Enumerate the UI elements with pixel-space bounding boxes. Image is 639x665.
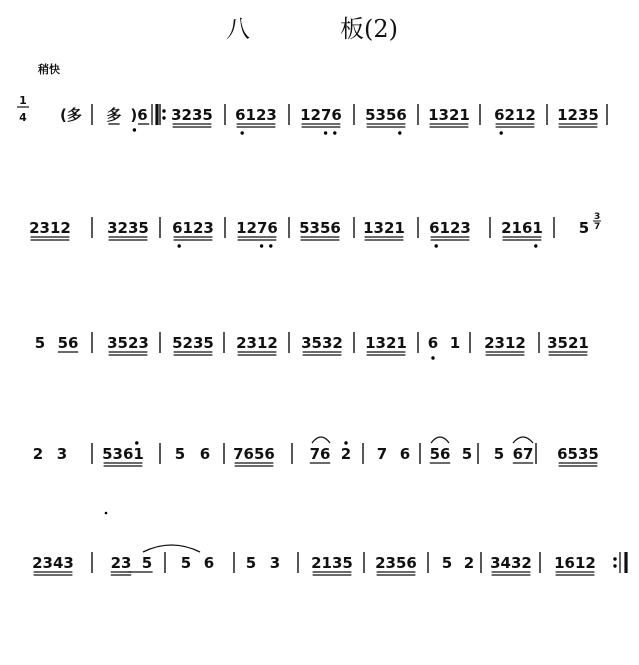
note-group: 56 — [57, 334, 79, 352]
note-group: (多 — [60, 106, 82, 124]
score-system — [29, 212, 601, 248]
note-group: 67 — [512, 445, 534, 463]
note-group: 6 — [399, 445, 411, 463]
low-octave-dot — [398, 131, 401, 134]
note-group: 多 — [106, 106, 122, 124]
note-group: 2 — [463, 554, 475, 572]
repeat-dot — [613, 557, 616, 560]
note-group: 3 — [56, 445, 68, 463]
repeat-dot — [162, 116, 165, 119]
low-octave-dot — [178, 244, 181, 247]
note-group: 2343 — [32, 554, 74, 572]
note-group: 3521 — [547, 334, 589, 352]
time-signature-numerator: 1 — [19, 94, 27, 107]
note-group: 1235 — [557, 106, 599, 124]
low-octave-dot — [133, 128, 136, 131]
tempo-marking: 稍快 — [38, 63, 60, 76]
note-group: 5 — [245, 554, 257, 572]
low-octave-dot — [324, 131, 327, 134]
note-group: 76 — [309, 445, 331, 463]
low-octave-dot — [534, 244, 537, 247]
repeat-dot — [613, 564, 616, 567]
score-title-main: 八 — [226, 15, 250, 43]
note-group: 6212 — [494, 106, 536, 124]
low-octave-dot — [269, 244, 272, 247]
note-group: 6 — [203, 554, 215, 572]
low-octave-dot — [333, 131, 336, 134]
note-group: 1276 — [236, 219, 278, 237]
note-group: 1321 — [428, 106, 470, 124]
low-octave-dot — [260, 244, 263, 247]
slur — [513, 437, 533, 443]
note-group: 3532 — [301, 334, 343, 352]
note-group: 5356 — [365, 106, 407, 124]
note-group: 6535 — [557, 445, 599, 463]
time-signature-denominator: 4 — [19, 111, 27, 124]
score-system — [35, 332, 589, 360]
note-group: 5361 — [102, 445, 144, 463]
note-group: 23 — [110, 554, 132, 572]
grace-note-top: 3 — [594, 212, 601, 222]
note-group: 6 — [427, 334, 439, 352]
low-octave-dot — [500, 131, 503, 134]
note-group: 1276 — [300, 106, 342, 124]
note-group: 7656 — [233, 445, 275, 463]
note-group: 6123 — [429, 219, 471, 237]
stray-mark — [105, 512, 108, 515]
high-octave-dot — [135, 441, 138, 444]
note-group: 5 — [141, 554, 153, 572]
note-group: 5356 — [299, 219, 341, 237]
high-octave-dot — [344, 441, 347, 444]
note-group: 5 — [174, 445, 186, 463]
note-group: 1321 — [363, 219, 405, 237]
note-group: 56 — [429, 445, 451, 463]
repeat-dot — [162, 109, 165, 112]
low-octave-dot — [431, 356, 434, 359]
note-group: 1 — [449, 334, 461, 352]
note-group: 5 — [34, 334, 46, 352]
note-group: 5235 — [172, 334, 214, 352]
note-group: 6123 — [235, 106, 277, 124]
slur — [312, 437, 330, 443]
note-group: 5 — [493, 445, 505, 463]
note-group: 3523 — [107, 334, 149, 352]
note-group: 2356 — [375, 554, 417, 572]
grace-note-bottom: 7 — [594, 222, 601, 232]
note-group: 5 — [461, 445, 473, 463]
score-system — [32, 512, 626, 575]
note-group: 2161 — [501, 219, 543, 237]
note-group: 6 — [199, 445, 211, 463]
note-group: 5 — [180, 554, 192, 572]
note-group: 2312 — [484, 334, 526, 352]
score-system — [33, 437, 599, 466]
note-group: )6 — [130, 106, 148, 124]
score-title-suffix: 板(2) — [340, 15, 398, 43]
score-systems — [29, 104, 626, 575]
note-group: 3235 — [171, 106, 213, 124]
note-group: 2 — [340, 445, 352, 463]
score-system — [60, 104, 607, 135]
note-group: 3432 — [490, 554, 532, 572]
note-group: 1612 — [554, 554, 596, 572]
slur — [431, 437, 449, 443]
note-group: 2312 — [29, 219, 71, 237]
slur — [143, 545, 200, 552]
low-octave-dot — [241, 131, 244, 134]
note-group: 7 — [376, 445, 388, 463]
note-group: 1321 — [365, 334, 407, 352]
low-octave-dot — [435, 244, 438, 247]
note-group: 6123 — [172, 219, 214, 237]
note-group: 3 — [269, 554, 281, 572]
time-signature — [17, 94, 29, 124]
note-group: 3235 — [107, 219, 149, 237]
note-group: 2312 — [236, 334, 278, 352]
note-group: 2135 — [311, 554, 353, 572]
note-group: 5 — [441, 554, 453, 572]
note-group: 5 — [578, 219, 590, 237]
note-group: 2 — [32, 445, 44, 463]
